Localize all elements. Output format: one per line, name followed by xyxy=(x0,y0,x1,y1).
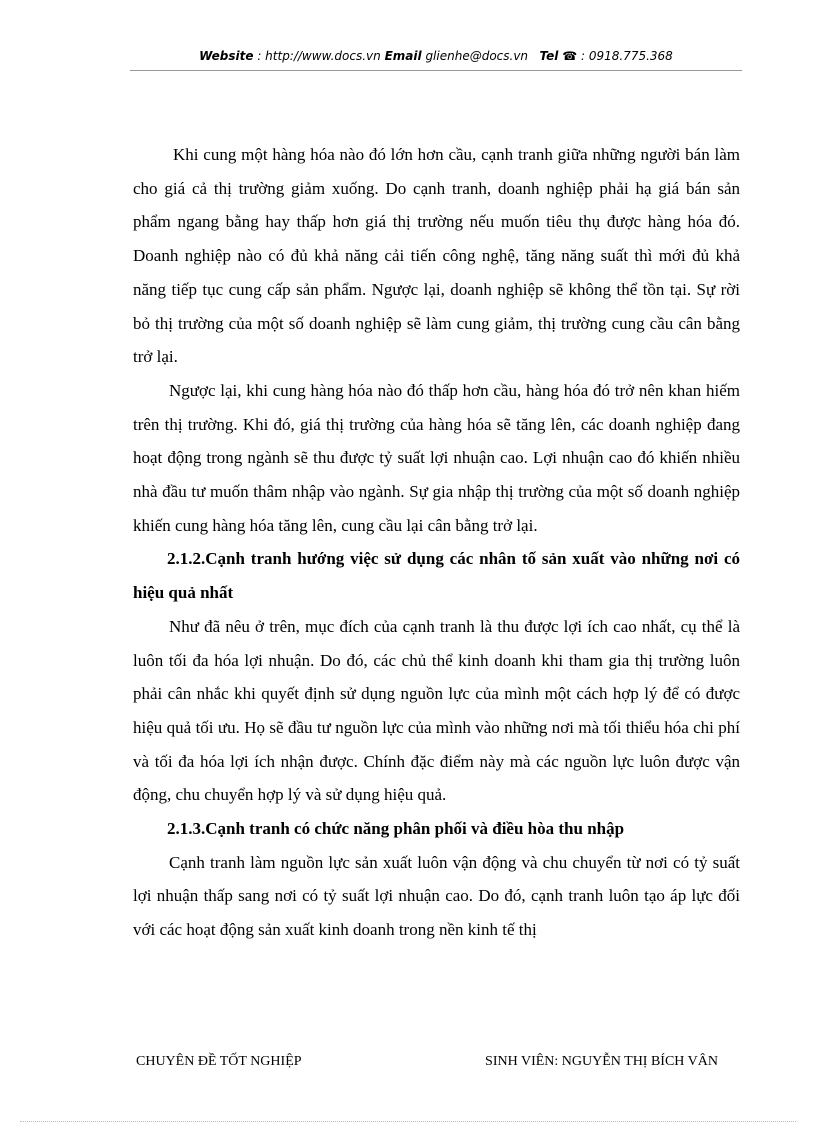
paragraph-4: Cạnh tranh làm nguồn lực sản xuất luôn vận động và chu chuyển từ nơi có tỷ suất lợi nhuận thấp sang nơi có tỷ suất lợi nhuận cao. Do đó, cạnh tranh luôn tạo áp lực đối với các hoạt động sản xuất kinh doanh trong nền kinh tế thị xyxy=(133,852,740,940)
section-heading-2-1-3: 2.1.3.Cạnh tranh có chức năng phân phối và điều hòa thu nhập xyxy=(167,819,625,839)
paragraph-1: Khi cung một hàng hóa nào đó lớn hơn cầu, cạnh tranh giữa những người bán làm cho giá cả thị trường giảm xuống. Do cạnh tranh, doanh nghiệp phải hạ giá bán sản phẩm ngang bằng hay thấp hơn giá thị trường nếu muốn tiêu thụ được hàng hóa đó. Doanh nghiệp nào có đủ khả năng cải tiến công nghệ, tăng năng suất thì mới đủ khả năng tiếp tục cung cấp sản phẩm. Ngược lại, doanh nghiệp sẽ không thể tồn tại. Sự rời bỏ thị trường của một số doanh nghiệp sẽ làm cung giảm, thị trường cung cầu cân bằng trở lại. xyxy=(133,145,740,367)
email-value[interactable]: glienhe@docs.vn xyxy=(421,49,529,63)
section-heading-2-1-2: 2.1.2.Cạnh tranh hướng việc sử dụng các nhân tố sản xuất vào những nơi có hiệu quả nhất xyxy=(133,549,740,603)
header-divider xyxy=(130,70,742,71)
document-body xyxy=(133,138,740,947)
page-header xyxy=(130,49,742,63)
paragraph-3: Như đã nêu ở trên, mục đích của cạnh tranh là thu được lợi ích cao nhất, cụ thể là luôn tối đa hóa lợi nhuận. Do đó, các chủ thể kinh doanh khi tham gia thị trường luôn phải cân nhắc khi quyết định sử dụng nguồn lực của mình một cách hợp lý để có được hiệu quả tối ưu. Họ sẽ đầu tư nguồn lực của mình vào những nơi mà tối thiểu hóa chi phí và tối đa hóa lợi ích nhận được. Chính đặc điểm này mà các nguồn lực luôn được vận động, chu chuyển hợp lý và sử dụng hiệu quả. xyxy=(133,616,740,805)
page-bottom-divider xyxy=(20,1121,796,1122)
website-label: Website xyxy=(199,49,254,63)
tel-label: Tel xyxy=(539,49,559,63)
footer-student-name: SINH VIÊN: NGUYỄN THỊ BÍCH VÂN xyxy=(485,1054,718,1069)
email-label: Email xyxy=(384,49,422,63)
telephone-icon: ☎ xyxy=(562,49,578,63)
website-separator: : xyxy=(253,49,266,63)
website-url[interactable]: http://www.docs.vn xyxy=(265,49,381,63)
tel-value: : 0918.775.368 xyxy=(577,49,673,63)
page-footer xyxy=(136,1054,718,1070)
paragraph-2: Ngược lại, khi cung hàng hóa nào đó thấp hơn cầu, hàng hóa đó trở nên khan hiếm trên thị trường. Khi đó, giá thị trường của hàng hóa sẽ tăng lên, các doanh nghiệp đang hoạt động trong ngành sẽ thu được tỷ suất lợi nhuận cao. Lợi nhuận cao đó khiến nhiều nhà đầu tư muốn thâm nhập vào ngành. Sự gia nhập thị trường của một số doanh nghiệp khiến cung hàng hóa tăng lên, cung cầu lại cân bằng trở lại. xyxy=(133,380,740,535)
footer-document-type: CHUYÊN ĐỀ TỐT NGHIỆP xyxy=(136,1054,302,1069)
